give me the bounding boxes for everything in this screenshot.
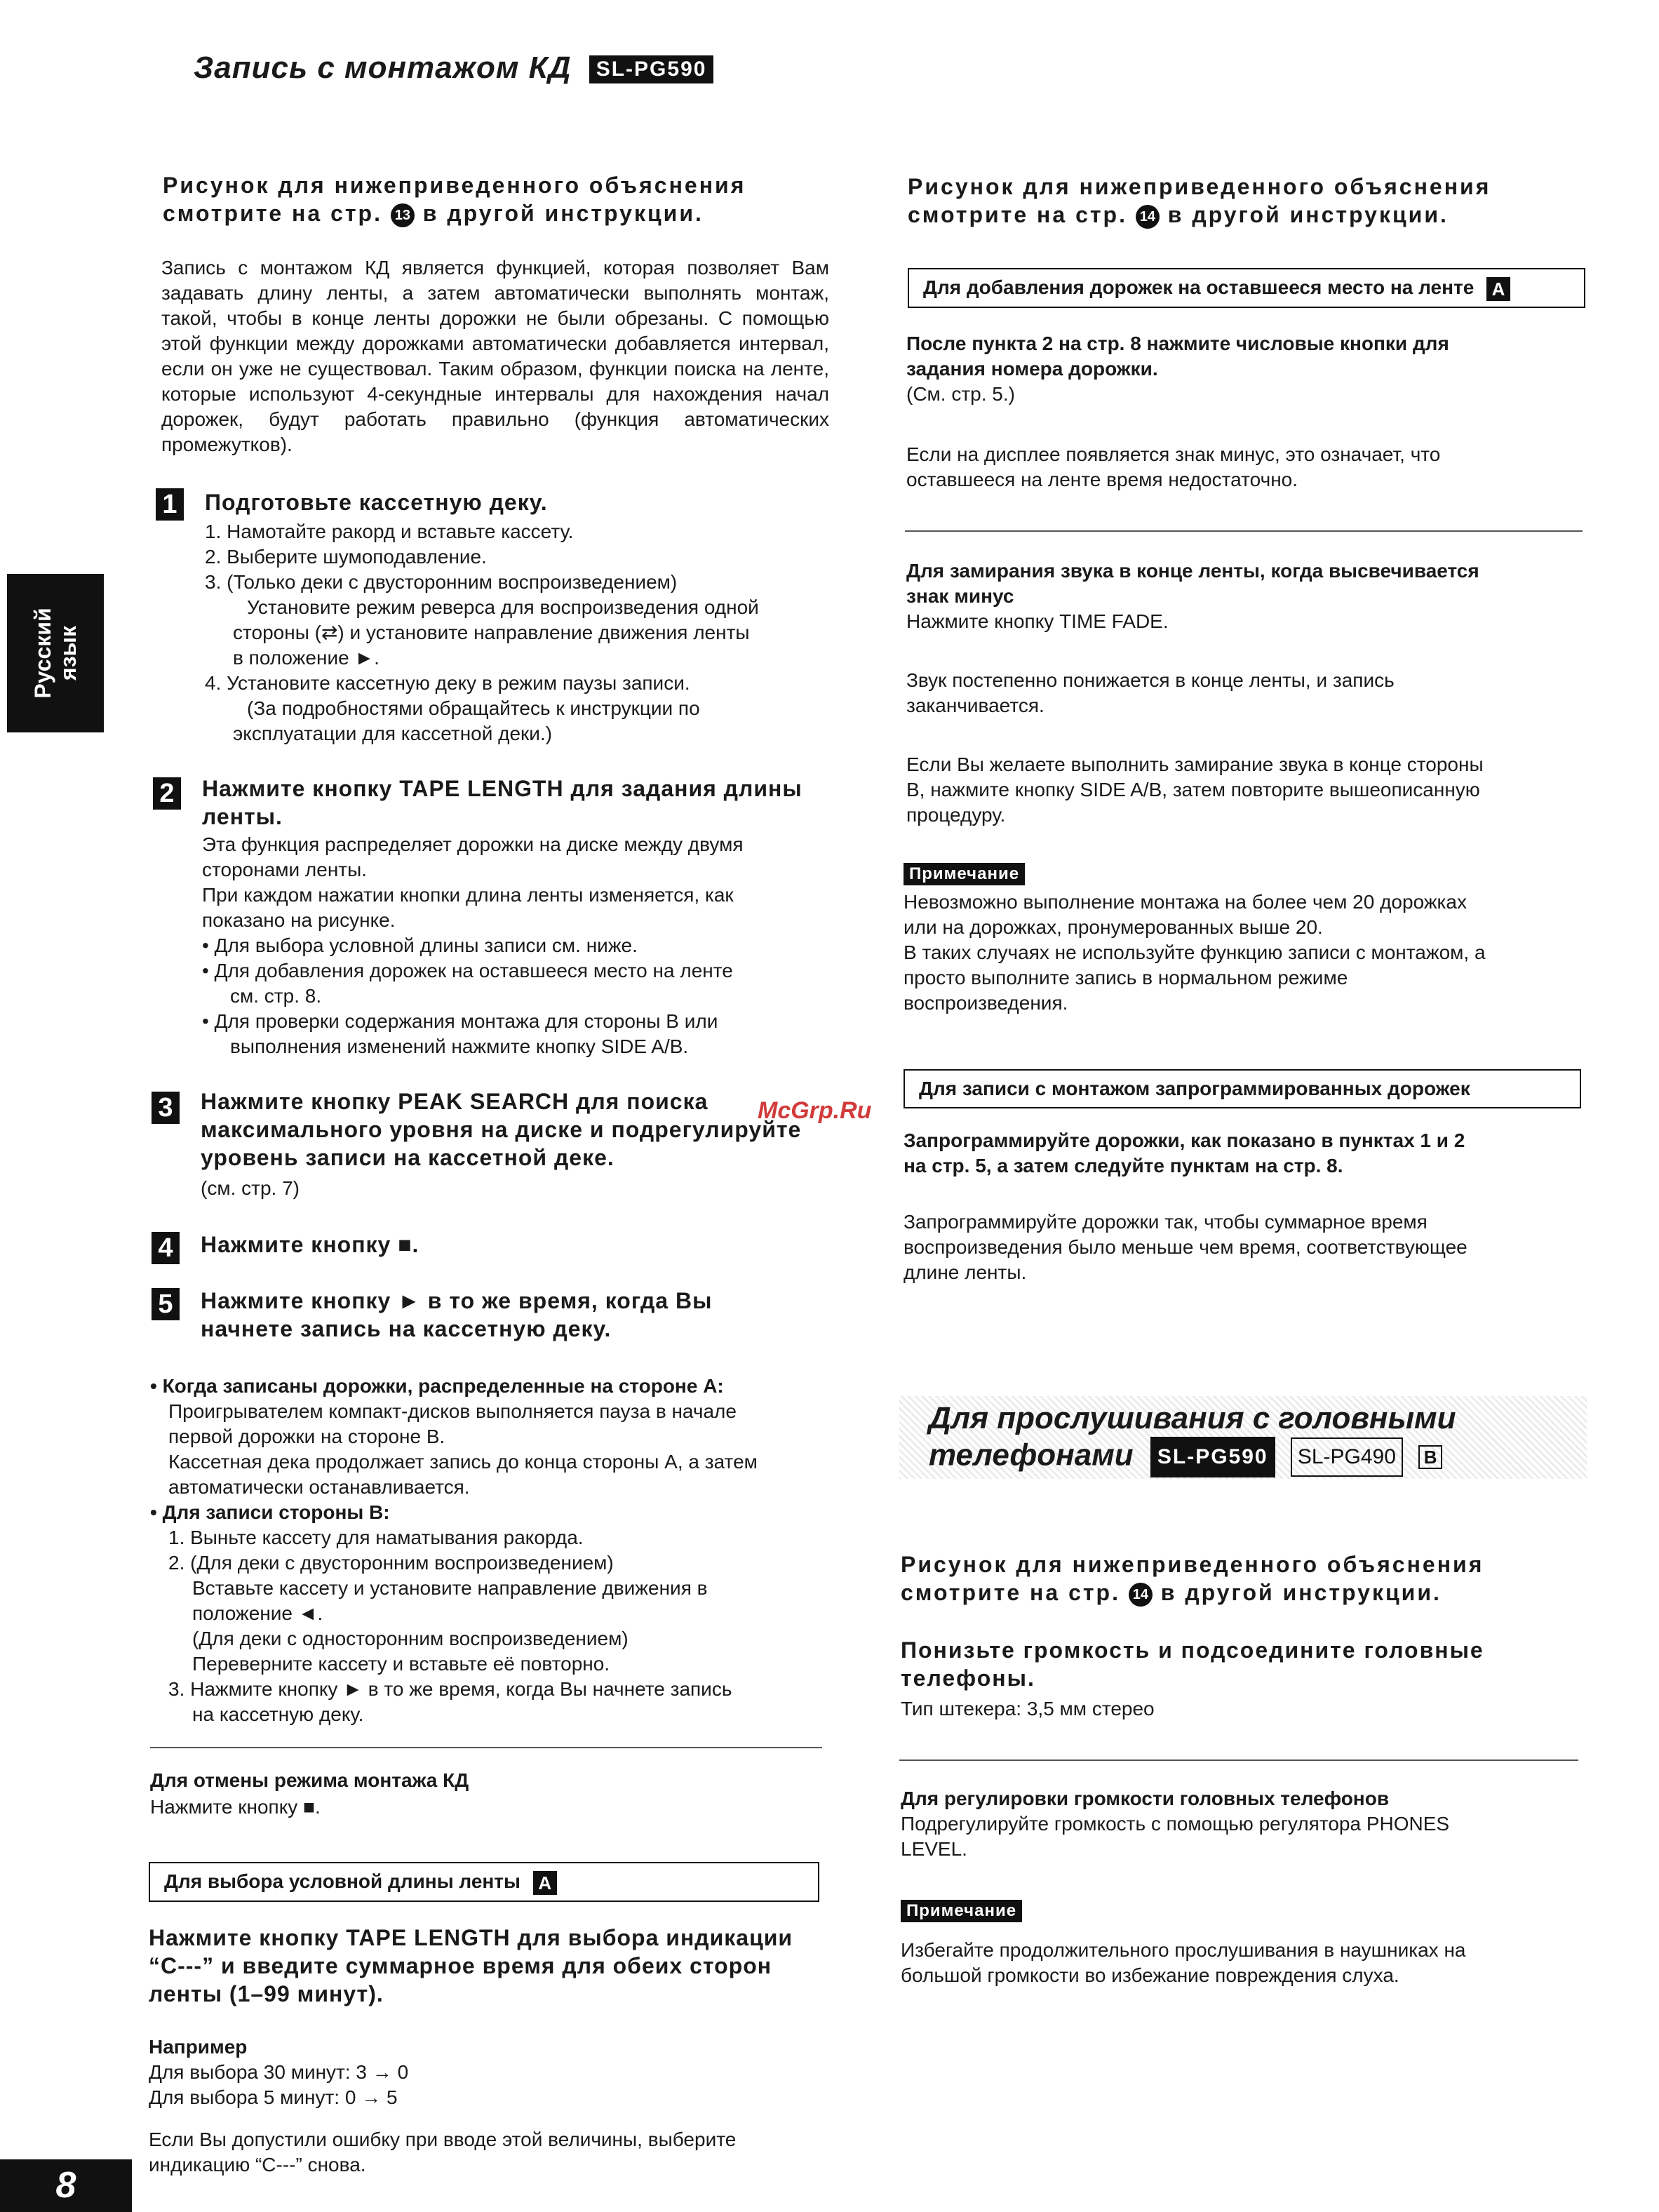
side-notes: [150, 1374, 824, 1727]
lower-volume-line1: Понизьте громкость и подсоедините головные: [901, 1637, 1484, 1663]
fade-side-line1: Если Вы желаете выполнить замирание звука в конце стороны: [906, 753, 1484, 775]
step-3-title-line1: Нажмите кнопку PEAK SEARCH для поиска: [201, 1089, 708, 1114]
plug-type: Тип штекера: 3,5 мм стерео: [901, 1698, 1155, 1720]
list-item: (За подробностями обращайтесь к инструкции по: [247, 697, 700, 719]
box-program-label: Для записи с монтажом запрограммированных дорожек: [919, 1078, 1470, 1099]
model-badge-plain: SL-PG490: [1291, 1437, 1403, 1477]
add-bold-line1: После пункта 2 на стр. 8 нажмите числовые кнопки для: [906, 333, 1449, 354]
note2-block: [901, 1938, 1583, 1988]
right-ref2-line2b: в другой инструкции.: [1160, 1580, 1442, 1605]
list-item: • Для добавления дорожек на оставшееся место на ленте: [202, 960, 733, 981]
side-note-line: 2. (Для деки с двусторонним воспроизведением): [168, 1552, 614, 1574]
page-title-text: Запись с монтажом КД: [194, 51, 572, 85]
adjust-line2: LEVEL.: [901, 1838, 967, 1860]
divider: [905, 530, 1583, 532]
step-2-title-line1: Нажмите кнопку TAPE LENGTH для задания длины: [202, 776, 802, 801]
list-item: 4. Установите кассетную деку в режим паузы записи.: [205, 672, 690, 694]
adjust-block: [901, 1786, 1583, 1862]
note-label: Примечание: [901, 1900, 1022, 1922]
fade-block: [906, 558, 1587, 634]
cancel-text: Нажмите кнопку ■.: [150, 1796, 321, 1818]
note-tag: [901, 1900, 1022, 1922]
right-ref-line2a: смотрите на стр.: [908, 202, 1127, 227]
example-heading: Например: [149, 2036, 248, 2058]
side-note-line: автоматически останавливается.: [168, 1476, 470, 1498]
add-instructions: [906, 331, 1587, 407]
program-bold-line2: на стр. 5, а затем следуйте пунктам на стр. 8.: [904, 1155, 1343, 1177]
cancel-heading: Для отмены режима монтажа КД: [150, 1769, 469, 1791]
right-ref-line2b: в другой инструкции.: [1167, 202, 1449, 227]
page-title: [194, 51, 713, 86]
error-note: [149, 2127, 836, 2178]
step-5-number: 5: [152, 1288, 180, 1320]
select-instructions: [149, 1924, 836, 2008]
divider: [899, 1759, 1578, 1761]
side-note-line: Вставьте кассету и установите направление движения в: [192, 1577, 708, 1599]
note-tag: [904, 863, 1025, 885]
right-ref2-line1: Рисунок для нижеприведенного объяснения: [901, 1552, 1484, 1577]
left-ref-line2b: в другой инструкции.: [422, 201, 704, 226]
box-add-tracks: [908, 268, 1585, 308]
box-program-edit: [904, 1069, 1581, 1108]
box-add-label: Для добавления дорожек на оставшееся место на ленте: [923, 276, 1475, 298]
program-text-line2: воспроизведения было меньше чем время, соответствующее: [904, 1236, 1467, 1258]
step-2-title: [202, 775, 802, 831]
step-2-list: [202, 832, 819, 1059]
step-1-list: [205, 519, 822, 746]
fade-gradual: [906, 668, 1587, 718]
page-ref-badge: 13: [391, 203, 415, 227]
fade-side-line2: B, нажмите кнопку SIDE A/B, затем повторите вышеописанную: [906, 779, 1480, 800]
fade-side: [906, 752, 1587, 828]
select-instr-line3: ленты (1–99 минут).: [149, 1981, 384, 2006]
language-side-tab: [7, 574, 104, 732]
program-text-line1: Запрограммируйте дорожки так, чтобы суммарное время: [904, 1211, 1428, 1233]
model-badge: SL-PG590: [1150, 1437, 1275, 1477]
right-ref2-heading: [901, 1550, 1574, 1607]
list-item: эксплуатации для кассетной деки.): [233, 723, 553, 744]
lower-volume-heading: [901, 1636, 1574, 1692]
page-ref-badge: 14: [1129, 1583, 1153, 1607]
note-line: воспроизведения.: [904, 992, 1068, 1014]
step-2-number: 2: [153, 777, 181, 810]
right-ref2-line2a: смотрите на стр.: [901, 1580, 1120, 1605]
fade-head-line2: знак минус: [906, 585, 1014, 607]
fade-head-line1: Для замирания звука в конце ленты, когда высвечивается: [906, 560, 1479, 582]
side-note-line: Кассетная дека продолжает запись до конца стороны А, а затем: [168, 1451, 758, 1473]
page-number: 8: [0, 2159, 132, 2212]
step-3-number: 3: [152, 1092, 180, 1124]
side-note-line: • Для записи стороны B:: [150, 1501, 390, 1523]
minus-line2: оставшееся на ленте время недостаточно.: [906, 469, 1298, 490]
select-instr-line2: “C---” и введите суммарное время для обеих сторон: [149, 1953, 772, 1978]
right-ref-heading: [908, 173, 1581, 229]
list-item: 3. (Только деки с двусторонним воспроизведением): [205, 571, 678, 593]
side-note-line: 3. Нажмите кнопку ► в то же время, когда Вы начнете запись: [168, 1678, 732, 1700]
note-line: просто выполните запись в нормальном режиме: [904, 967, 1348, 988]
side-tab-line1: Русский: [30, 608, 55, 699]
note-label: Примечание: [904, 863, 1025, 885]
step-1-number: 1: [156, 488, 184, 521]
side-note-line: положение ◄.: [192, 1602, 323, 1624]
step-5-title-line2: начнете запись на кассетную деку.: [201, 1316, 612, 1341]
side-note-line: Переверните кассету и вставьте её повторно.: [192, 1653, 610, 1675]
side-note-line: (Для деки с односторонним воспроизведением): [192, 1628, 629, 1649]
step-3-note: (см. стр. 7): [201, 1177, 300, 1199]
step-5-title-line1: Нажмите кнопку ► в то же время, когда Вы: [201, 1288, 713, 1313]
page-ref-badge: 14: [1136, 205, 1160, 229]
list-item: в положение ►.: [233, 647, 380, 669]
left-ref-line1: Рисунок для нижеприведенного объяснения: [163, 173, 746, 198]
minus-line1: Если на дисплее появляется знак минус, это означает, что: [906, 443, 1441, 465]
fade-gradual-line1: Звук постепенно понижается в конце ленты, и запись: [906, 669, 1395, 691]
headphones-title-line2: телефонами: [929, 1437, 1134, 1473]
step-2-title-line2: ленты.: [202, 804, 283, 829]
side-note-line: • Когда записаны дорожки, распределенные на стороне А:: [150, 1375, 724, 1397]
add-note: (См. стр. 5.): [906, 383, 1015, 405]
step-4-number: 4: [152, 1232, 180, 1264]
headphones-title-line1: Для прослушивания с головными: [929, 1401, 1456, 1435]
note-line: большой громкости во избежание повреждения слуха.: [901, 1964, 1399, 1986]
list-item: • Для выбора условной длины записи см. ниже.: [202, 934, 638, 956]
list-item: выполнения изменений нажмите кнопку SIDE A/B.: [230, 1035, 689, 1057]
watermark: McGrp.Ru: [758, 1097, 872, 1124]
note-line: или на дорожках, пронумерованных выше 20.: [904, 916, 1323, 938]
note-line: В таких случаях не используйте функцию записи с монтажом, а: [904, 941, 1486, 963]
list-item: стороны (⇄) и установите направление движения ленты: [233, 622, 750, 643]
letter-badge: A: [1486, 277, 1510, 301]
letter-badge: A: [533, 1871, 557, 1895]
fade-side-line3: процедуру.: [906, 804, 1006, 826]
list-item: Эта функция распределяет дорожки на диске между двумя: [202, 833, 744, 855]
note-line: Избегайте продолжительного прослушивания в наушниках на: [901, 1939, 1466, 1961]
side-note-line: Проигрывателем компакт-дисков выполняется пауза в начале: [168, 1400, 737, 1422]
example-line: Для выбора 5 минут: 0 → 5: [149, 2086, 398, 2108]
adjust-heading: Для регулировки громкости головных телефонов: [901, 1788, 1390, 1809]
example-block: [149, 2035, 780, 2110]
fade-text: Нажмите кнопку TIME FADE.: [906, 610, 1169, 632]
program-instructions: [904, 1128, 1585, 1179]
list-item: показано на рисунке.: [202, 909, 396, 931]
box-select-length: [149, 1862, 819, 1902]
error-line2: индикацию “C---” снова.: [149, 2154, 366, 2176]
side-note-line: на кассетную деку.: [192, 1703, 364, 1725]
step-4-title: Нажмите кнопку ■.: [201, 1232, 419, 1257]
left-ref-heading: [163, 171, 836, 227]
step-3-title-line3: уровень записи на кассетной деке.: [201, 1145, 614, 1170]
select-instr-line1: Нажмите кнопку TAPE LENGTH для выбора индикации: [149, 1925, 793, 1950]
intro-paragraph: Запись с монтажом КД является функцией, которая позволяет Вам задавать длину ленты, а затем автоматически выполнять монтаж, такой, чтобы в конце ленты дорожки не были обрезаны. С помощью этой функции между дорожками автоматически добавляется интервал, если он уже не существовал. Таким образом, функции поиска на ленте, которые используют 4-секундные интервалы для нахождения начал дорожек, будут работать правильно (функция автоматических промежутков).: [161, 257, 829, 455]
list-item: Установите режим реверса для воспроизведения одной: [247, 596, 759, 618]
list-item: • Для проверки содержания монтажа для стороны B или: [202, 1010, 718, 1032]
right-ref-line1: Рисунок для нижеприведенного объяснения: [908, 174, 1491, 199]
list-item: 2. Выберите шумоподавление.: [205, 546, 487, 568]
step-3-title-line2: максимального уровня на диске и подрегулируйте: [201, 1117, 802, 1142]
note-line: Невозможно выполнение монтажа на более чем 20 дорожках: [904, 891, 1467, 913]
step-3-title: [201, 1087, 832, 1172]
model-badge: SL-PG590: [589, 55, 714, 83]
step-1-title: Подготовьте кассетную деку.: [205, 490, 548, 515]
side-note-line: 1. Выньте кассету для наматывания ракорда.: [168, 1527, 584, 1548]
adjust-line1: Подрегулируйте громкость с помощью регулятора PHONES: [901, 1813, 1450, 1835]
left-ref-line2a: смотрите на стр.: [163, 201, 382, 226]
add-bold-line2: задания номера дорожки.: [906, 358, 1158, 380]
headphones-section-header: [899, 1396, 1587, 1479]
divider: [150, 1747, 822, 1748]
list-item: При каждом нажатии кнопки длина ленты изменяется, как: [202, 884, 734, 906]
side-note-line: первой дорожки на стороне B.: [168, 1426, 445, 1447]
error-line1: Если Вы допустили ошибку при вводе этой величины, выберите: [149, 2129, 737, 2150]
list-item: 1. Намотайте ракорд и вставьте кассету.: [205, 521, 574, 542]
fade-gradual-line2: заканчивается.: [906, 695, 1045, 716]
step-5-title: [201, 1287, 832, 1343]
example-line: Для выбора 30 минут: 3 → 0: [149, 2061, 409, 2083]
side-tab-line2: язык: [55, 626, 81, 681]
list-item: см. стр. 8.: [230, 985, 322, 1007]
list-item: сторонами ленты.: [202, 859, 368, 880]
lower-volume-line2: телефоны.: [901, 1665, 1035, 1691]
box-select-label: Для выбора условной длины ленты: [164, 1870, 520, 1892]
letter-badge: B: [1418, 1445, 1442, 1469]
program-text: [904, 1209, 1585, 1285]
program-bold-line1: Запрограммируйте дорожки, как показано в пунктах 1 и 2: [904, 1130, 1465, 1151]
program-text-line3: длине ленты.: [904, 1261, 1027, 1283]
note-block: [904, 890, 1584, 1016]
minus-note: [906, 442, 1587, 492]
